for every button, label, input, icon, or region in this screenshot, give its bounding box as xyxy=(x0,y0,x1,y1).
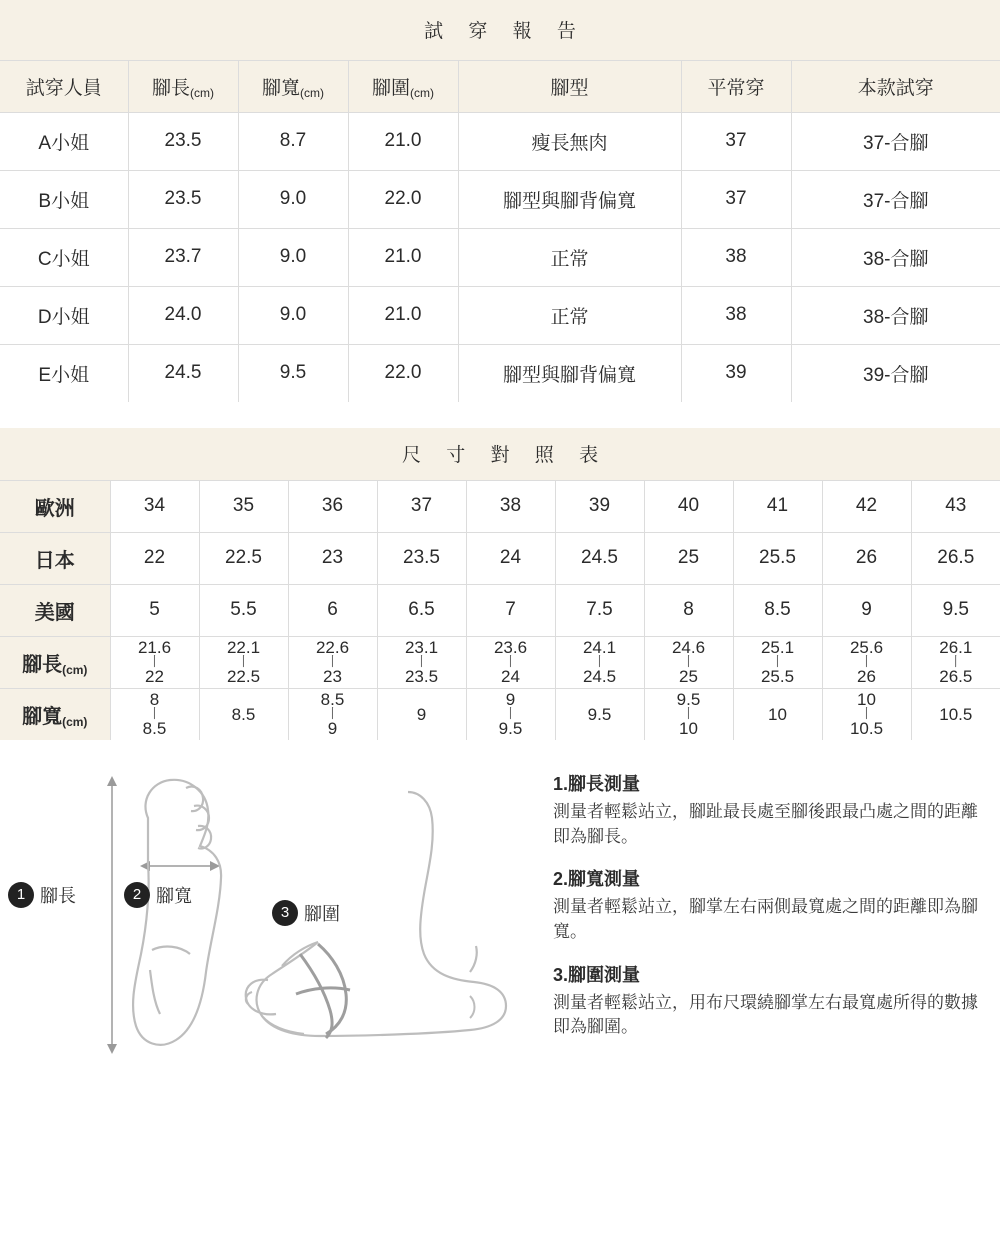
marker-foot-width xyxy=(124,882,192,908)
cell-foot-width: 9.5 丨 10 xyxy=(644,688,733,740)
cell-foot-length: 23.1 丨 23.5 xyxy=(377,636,466,688)
cell-foot-width: 9.5 xyxy=(555,688,644,740)
marker-foot-length xyxy=(8,882,76,908)
badge-3-icon: 3 xyxy=(272,900,298,926)
size-conversion-table xyxy=(0,428,1000,740)
instruction-heading-1: 1.腳長測量 xyxy=(553,774,641,794)
instruction-heading-2: 2.腳寬測量 xyxy=(553,869,641,890)
cell-foot-length: 26.1 丨 26.5 xyxy=(911,636,1000,688)
cell-jp: 26.5 xyxy=(911,532,1000,584)
cell-foot-length: 22.6 丨 23 xyxy=(288,636,377,688)
row-label-us: 美國 xyxy=(0,584,110,636)
cell-jp: 24.5 xyxy=(555,532,644,584)
badge-1-icon: 1 xyxy=(8,882,34,908)
report-col-shape: 腳型 xyxy=(458,60,681,112)
row-label-foot-length: 腳長(cm) xyxy=(0,636,110,688)
try-on-report-table xyxy=(0,0,1000,402)
report-header-row xyxy=(0,60,1000,112)
cell-tried: 37-合腳 xyxy=(791,170,1000,228)
cell-us: 8 xyxy=(644,584,733,636)
cell-tried: 39-合腳 xyxy=(791,344,1000,402)
cell-eu: 38 xyxy=(466,480,555,532)
cell-eu: 36 xyxy=(288,480,377,532)
cell-usual: 39 xyxy=(681,344,791,402)
table-row xyxy=(0,228,1000,286)
cell-jp: 25 xyxy=(644,532,733,584)
cell-girth: 22.0 xyxy=(348,344,458,402)
report-col-usual: 平常穿 xyxy=(681,60,791,112)
size-row-foot-length xyxy=(0,636,1000,688)
row-label-foot-width: 腳寬(cm) xyxy=(0,688,110,740)
cell-eu: 39 xyxy=(555,480,644,532)
cell-width: 8.7 xyxy=(238,112,348,170)
cell-jp: 22.5 xyxy=(199,532,288,584)
cell-foot-width: 10 xyxy=(733,688,822,740)
cell-jp: 22 xyxy=(110,532,199,584)
table-row xyxy=(0,344,1000,402)
size-row-jp xyxy=(0,532,1000,584)
cell-usual: 37 xyxy=(681,170,791,228)
cell-person: D小姐 xyxy=(0,286,128,344)
cell-tried: 37-合腳 xyxy=(791,112,1000,170)
measurement-guide xyxy=(0,740,1000,1088)
size-row-foot-width xyxy=(0,688,1000,740)
cell-jp: 26 xyxy=(822,532,911,584)
cell-length: 23.7 xyxy=(128,228,238,286)
cell-foot-length: 22.1 丨 22.5 xyxy=(199,636,288,688)
report-col-girth: 腳圍(cm) xyxy=(348,60,458,112)
cell-girth: 21.0 xyxy=(348,286,458,344)
cell-foot-width: 10.5 xyxy=(911,688,1000,740)
cell-eu: 34 xyxy=(110,480,199,532)
cell-us: 8.5 xyxy=(733,584,822,636)
size-title-row xyxy=(0,428,1000,480)
cell-girth: 22.0 xyxy=(348,170,458,228)
cell-us: 5.5 xyxy=(199,584,288,636)
cell-girth: 21.0 xyxy=(348,228,458,286)
instruction-text-1: 測量者輕鬆站立，腳趾最長處至腳後跟最凸處之間的距離即為腳長。 xyxy=(553,802,978,846)
cell-length: 23.5 xyxy=(128,170,238,228)
cell-foot-length: 25.6 丨 26 xyxy=(822,636,911,688)
cell-width: 9.5 xyxy=(238,344,348,402)
size-row-us xyxy=(0,584,1000,636)
instructions-panel xyxy=(545,758,1000,1088)
row-label-jp: 日本 xyxy=(0,532,110,584)
cell-length: 24.0 xyxy=(128,286,238,344)
cell-usual: 37 xyxy=(681,112,791,170)
cell-tried: 38-合腳 xyxy=(791,228,1000,286)
cell-jp: 24 xyxy=(466,532,555,584)
report-col-length: 腳長(cm) xyxy=(128,60,238,112)
cell-width: 9.0 xyxy=(238,228,348,286)
cell-jp: 25.5 xyxy=(733,532,822,584)
cell-person: B小姐 xyxy=(0,170,128,228)
cell-tried: 38-合腳 xyxy=(791,286,1000,344)
marker-label-foot-length: 腳長 xyxy=(40,886,76,906)
report-title: 試 穿 報 告 xyxy=(0,0,1000,60)
cell-foot-width: 10 丨 10.5 xyxy=(822,688,911,740)
cell-shape: 腳型與腳背偏寬 xyxy=(458,344,681,402)
cell-eu: 37 xyxy=(377,480,466,532)
cell-foot-length: 21.6 丨 22 xyxy=(110,636,199,688)
cell-shape: 腳型與腳背偏寬 xyxy=(458,170,681,228)
cell-jp: 23.5 xyxy=(377,532,466,584)
cell-us: 7 xyxy=(466,584,555,636)
cell-us: 9.5 xyxy=(911,584,1000,636)
instruction-heading-3: 3.腳圍測量 xyxy=(553,964,641,985)
table-row xyxy=(0,170,1000,228)
table-row xyxy=(0,286,1000,344)
report-title-row xyxy=(0,0,1000,60)
cell-jp: 23 xyxy=(288,532,377,584)
cell-width: 9.0 xyxy=(238,170,348,228)
cell-us: 9 xyxy=(822,584,911,636)
cell-foot-length: 24.6 丨 25 xyxy=(644,636,733,688)
cell-shape: 正常 xyxy=(458,286,681,344)
cell-us: 6 xyxy=(288,584,377,636)
cell-eu: 43 xyxy=(911,480,1000,532)
cell-person: C小姐 xyxy=(0,228,128,286)
cell-foot-width: 8.5 xyxy=(199,688,288,740)
row-label-eu: 歐洲 xyxy=(0,480,110,532)
cell-foot-width: 9 丨 9.5 xyxy=(466,688,555,740)
cell-length: 23.5 xyxy=(128,112,238,170)
cell-foot-width: 8 丨 8.5 xyxy=(110,688,199,740)
cell-girth: 21.0 xyxy=(348,112,458,170)
cell-us: 5 xyxy=(110,584,199,636)
cell-eu: 41 xyxy=(733,480,822,532)
marker-label-foot-width: 腳寬 xyxy=(156,886,192,906)
cell-usual: 38 xyxy=(681,286,791,344)
cell-length: 24.5 xyxy=(128,344,238,402)
cell-eu: 35 xyxy=(199,480,288,532)
foot-measurement-illustration xyxy=(0,758,545,1088)
cell-foot-width: 8.5 丨 9 xyxy=(288,688,377,740)
badge-2-icon: 2 xyxy=(124,882,150,908)
instruction-text-2: 測量者輕鬆站立，腳掌左右兩側最寬處之間的距離即為腳寬。 xyxy=(553,897,978,941)
report-col-width: 腳寬(cm) xyxy=(238,60,348,112)
section-divider xyxy=(0,402,1000,428)
cell-eu: 42 xyxy=(822,480,911,532)
cell-us: 6.5 xyxy=(377,584,466,636)
cell-foot-length: 24.1 丨 24.5 xyxy=(555,636,644,688)
table-row xyxy=(0,112,1000,170)
cell-shape: 瘦長無肉 xyxy=(458,112,681,170)
cell-foot-width: 9 xyxy=(377,688,466,740)
cell-foot-length: 25.1 丨 25.5 xyxy=(733,636,822,688)
size-row-eu xyxy=(0,480,1000,532)
cell-person: E小姐 xyxy=(0,344,128,402)
cell-eu: 40 xyxy=(644,480,733,532)
cell-us: 7.5 xyxy=(555,584,644,636)
marker-label-foot-girth: 腳圍 xyxy=(304,904,340,924)
cell-usual: 38 xyxy=(681,228,791,286)
size-chart-title: 尺 寸 對 照 表 xyxy=(0,428,1000,480)
report-col-person: 試穿人員 xyxy=(0,60,128,112)
report-col-tried: 本款試穿 xyxy=(791,60,1000,112)
cell-shape: 正常 xyxy=(458,228,681,286)
cell-foot-length: 23.6 丨 24 xyxy=(466,636,555,688)
cell-width: 9.0 xyxy=(238,286,348,344)
marker-foot-girth xyxy=(272,900,340,926)
instruction-text-3: 測量者輕鬆站立，用布尺環繞腳掌左右最寬處所得的數據即為腳圍。 xyxy=(553,992,978,1037)
cell-person: A小姐 xyxy=(0,112,128,170)
